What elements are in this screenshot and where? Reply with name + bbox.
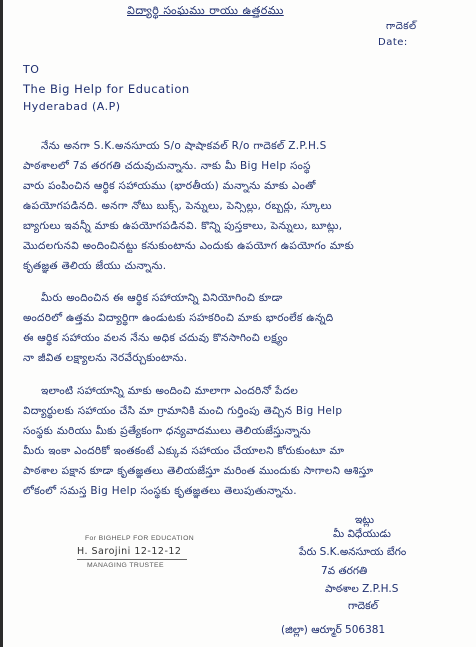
paragraph-1-line-1: నేను అనగా S.K.అనసూయ S/o షాషాకవల్ R/o గాదెకల్ Z.P.H.S: [41, 140, 327, 152]
signoff-district-pin: (జిల్లా) ఆర్మూర్ 506381: [281, 624, 386, 636]
paragraph-1-line-3: వారు పంపించిన ఆర్థిక సహాయము (భారతీయ) మన్నాను మాకు ఎంతో: [23, 180, 316, 192]
paragraph-3-line-1: ఇలాంటి సహాయాన్ని మాకు అందించి మాలాగా ఎందరినో పేదల: [41, 385, 299, 397]
date-label: Date:: [378, 37, 408, 48]
paragraph-1-line-4: ఉపయోగపడినది. అనగా నోటు బుక్స్, పెన్నులు, పెన్సిల్లు, రబ్బర్లు, స్కూలు: [23, 200, 332, 212]
letter-title: విద్యార్థి సంఘము రాయు ఉత్తరము: [127, 4, 284, 17]
paragraph-3-line-3: సంస్థకు మరియు మీకు ప్రత్యేకంగా ధన్యవాదములు తెలియజేస్తున్నాను: [23, 425, 311, 437]
stamp-signature: H. Sarojini 12-12-12: [77, 546, 182, 557]
paragraph-3-line-5: పాఠశాల పక్షాన కూడా కృతజ్ఞతలు తెలియజేస్తూ మరింత ముందుకు సాగాలని ఆశిస్తూ: [23, 465, 374, 477]
address-to: TO: [23, 63, 40, 76]
paragraph-2-line-2: అందరిలో ఉత్తమ విద్యార్థిగా ఉండుటకు సహకరించి మాకు భారంలేక ఉన్నది: [23, 312, 334, 324]
paragraph-3-line-4: మీరు ఇంకా ఎందరికో ఇంతకంటే ఎక్కువ సహాయం చేయాలని కోరుకుంటూ మా: [23, 445, 345, 457]
paragraph-2-line-4: నా జీవిత లక్ష్యాలను నెరవేర్చుకుంటాను.: [23, 352, 188, 364]
paragraph-1-line-6: మొదలగునవి అందించినట్టు కనుకుంటాను ఎందుకు ఉపయోగ ఉపయోగం మాకు: [23, 240, 355, 252]
signoff-class: 7వ తరగతి: [321, 565, 368, 577]
paragraph-1-line-2: పాఠశాలలో 7వ తరగతి చదువుచున్నాను. నాకు మీ Big Help సంస్థ: [23, 160, 311, 172]
address-city: Hyderabad (A.P): [23, 100, 121, 113]
paragraph-2-line-3: ఈ ఆర్థిక సహాయం వలన నేను అధిక చదువు కొనసాగించి లక్ష్యం: [23, 332, 288, 344]
place-label: గాదెకల్: [386, 21, 417, 32]
paragraph-2-line-1: మీరు అందించిన ఈ ఆర్థిక సహాయాన్ని వినియోగించి కూడా: [41, 292, 283, 304]
stamp-org-line: For BIGHELP FOR EDUCATION: [85, 535, 195, 542]
signoff-village: గాదెకల్: [348, 600, 379, 612]
signoff-yours: మీ విధేయుడు: [333, 528, 391, 540]
signoff-name: పేరు S.K.అనసూయ బేగం: [299, 546, 407, 558]
stamp-divider: [77, 559, 187, 560]
stamp-title-line: MANAGING TRUSTEE: [87, 562, 164, 569]
paragraph-1-line-5: బ్యాగులు ఇవన్నీ మాకు ఉపయోగపడినవి. కొన్ని పుస్తకాలు, పెన్నులు, బూట్లు,: [23, 220, 343, 232]
address-org: The Big Help for Education: [23, 82, 190, 96]
paragraph-3-line-2: విద్యార్థులకు సహాయం చేసి మా గ్రామానికి మంచి గుర్తింపు తెచ్చిన Big Help: [23, 405, 343, 417]
signoff-closing: ఇట్లు: [355, 514, 374, 526]
signoff-school: పాఠశాల Z.P.H.S: [325, 583, 399, 595]
paragraph-1-line-7: కృతజ్ఞత తెలియ జేయు చున్నాను.: [23, 260, 167, 272]
paragraph-3-line-6: లోకంలో సమస్త Big Help సంస్థకు కృతజ్ఞతలు తెలుపుతున్నాను.: [23, 485, 297, 497]
